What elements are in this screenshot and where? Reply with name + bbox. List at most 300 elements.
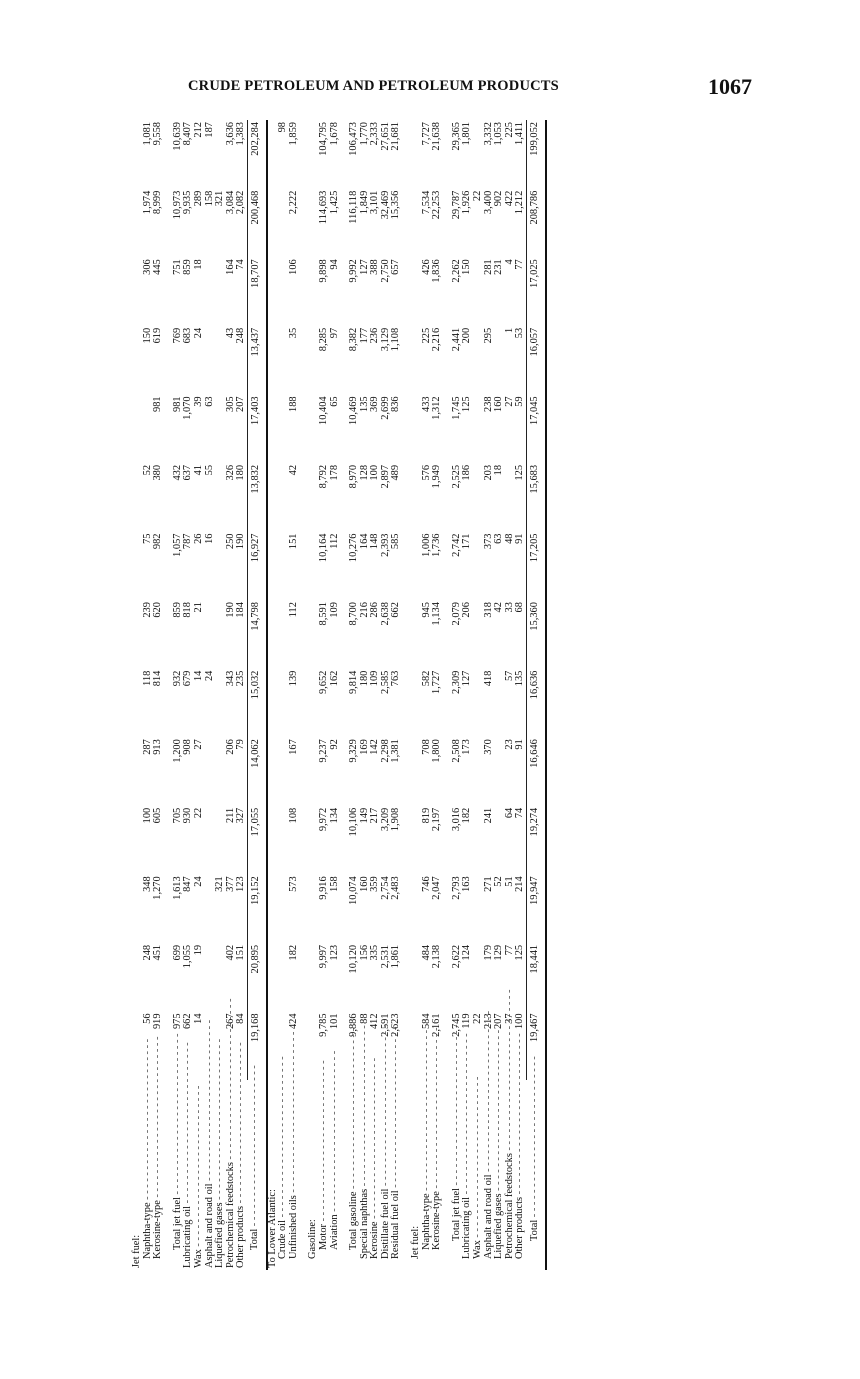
table-cell: 37: [503, 1013, 515, 1024]
table-cell: 248: [141, 944, 153, 961]
table-cell: 2,531: [379, 944, 391, 969]
table-cell: [402, 120, 411, 189]
table-cell: 377: [224, 876, 236, 892]
table-cell: 2,585: [379, 670, 391, 695]
table-cell: 2,622: [450, 944, 462, 969]
running-title: CRUDE PETROLEUM AND PETROLEUM PRODUCTS: [188, 78, 559, 94]
table-cell: 125: [461, 396, 473, 412]
table-cell: 178: [328, 464, 340, 481]
table-cell: [132, 120, 143, 189]
table-cell: 9,935: [182, 190, 194, 215]
table-cell: 65: [328, 396, 340, 407]
table-row: [236, 120, 247, 1270]
row-label: Kerosine - - -: [370, 1080, 381, 1270]
table-cell: 10,074: [348, 876, 360, 905]
row-label: Wax - - -: [473, 1080, 484, 1270]
row-label: Petrochemical feedstocks - - -: [505, 1080, 516, 1270]
table-cell: 484: [420, 944, 432, 961]
table-cell: 859: [182, 259, 194, 275]
row-label: Total jet fuel - - -: [173, 1080, 184, 1270]
table-cell: 15,360: [527, 600, 546, 669]
table-cell: 17,205: [527, 532, 546, 601]
table-cell: 135: [514, 670, 526, 687]
table-cell: 2,754: [379, 876, 391, 900]
table-cell: [132, 669, 143, 738]
table-cell: 9,886: [348, 1013, 360, 1037]
table-cell: 225: [420, 327, 432, 344]
table-cell: 39: [192, 396, 204, 407]
table-cell: 287: [141, 739, 153, 755]
table-cell: 21,681: [390, 122, 402, 151]
table-cell: [299, 257, 308, 326]
table-cell: 206: [224, 739, 236, 755]
table-cell: [299, 532, 308, 601]
table-cell: 241: [482, 807, 494, 824]
table-cell: 489: [390, 464, 402, 481]
row-label: Wax - - -: [194, 1080, 205, 1270]
table-cell: 8,285: [317, 327, 329, 352]
table-cell: [402, 1011, 411, 1080]
table-cell: 98: [277, 122, 289, 133]
table-cell: 370: [482, 739, 494, 755]
table-cell: 94: [328, 259, 340, 270]
table-cell: 167: [287, 739, 299, 755]
table-cell: 286: [369, 602, 381, 618]
table-cell: [205, 943, 216, 1012]
table-cell: 74: [235, 259, 247, 270]
table-cell: 814: [152, 670, 164, 687]
row-label: Lubricating oil - - -: [183, 1080, 194, 1270]
table-cell: 908: [182, 739, 194, 755]
table-cell: [267, 600, 279, 669]
table-cell: 8,999: [152, 190, 164, 215]
table-cell: 17,055: [247, 806, 266, 875]
table-cell: 2,047: [431, 876, 443, 900]
table-cell: 746: [420, 876, 432, 892]
table-cell: 142: [369, 739, 381, 755]
table-cell: 1,801: [461, 122, 473, 146]
table-cell: 10,164: [317, 533, 329, 563]
table-cell: 619: [152, 327, 164, 344]
table-cell: 271: [482, 876, 494, 892]
row-label: Total - - -: [247, 1080, 266, 1270]
table-row: [194, 120, 205, 1270]
table-cell: [299, 943, 308, 1012]
table-cell: 1,949: [431, 464, 443, 489]
table-cell: [267, 326, 279, 395]
table-cell: 150: [461, 259, 473, 275]
table-cell: 179: [482, 944, 494, 961]
table-cell: 180: [235, 464, 247, 481]
table-cell: 7,534: [420, 190, 432, 215]
table-cell: 3,209: [379, 807, 391, 832]
table-cell: 184: [235, 602, 247, 618]
table-cell: [299, 806, 308, 875]
table-cell: 2,623: [390, 1013, 402, 1037]
table-cell: 123: [235, 876, 247, 892]
table-cell: 1,200: [171, 739, 183, 763]
table-cell: 225: [503, 122, 515, 138]
table-cell: [402, 943, 411, 1012]
table-cell: 207: [493, 1013, 505, 1030]
table-cell: 43: [224, 327, 236, 339]
row-label: Gasoline:: [307, 1219, 319, 1259]
table-cell: 162: [328, 670, 340, 687]
row-label: Naphtha-type - - -: [422, 1080, 433, 1270]
table-cell: [132, 737, 143, 806]
table-cell: 9,992: [348, 259, 360, 283]
rotated-table-container: [132, 120, 672, 1270]
row-label: Total - - -: [527, 1080, 546, 1270]
table-cell: 380: [152, 464, 164, 481]
table-cell: 412: [369, 1013, 381, 1030]
table-cell: [132, 943, 143, 1012]
row-label: Unfinished oils - - -: [289, 1080, 300, 1270]
table-cell: 109: [369, 670, 381, 687]
table-cell: 321: [214, 876, 226, 892]
table-cell: 359: [369, 876, 381, 892]
table-cell: 100: [514, 1013, 526, 1030]
table-cell: 3,636: [224, 122, 236, 146]
table-cell: [205, 257, 216, 326]
table-cell: 41: [192, 464, 204, 476]
table-cell: 77: [514, 259, 526, 270]
row-label: Jet fuel:: [410, 1225, 422, 1259]
table-cell: 42: [493, 602, 505, 613]
table-cell: [402, 874, 411, 943]
table-cell: 3,400: [482, 190, 494, 215]
table-cell: 22: [472, 1013, 484, 1024]
table-cell: 326: [224, 464, 236, 481]
table-cell: 125: [514, 944, 526, 961]
row-label: Aviation - - -: [330, 1080, 341, 1270]
table-cell: [132, 463, 143, 532]
table-cell: [267, 737, 279, 806]
table-cell: 212: [192, 122, 204, 138]
table-cell: [402, 600, 411, 669]
table-cell: 18: [493, 464, 505, 476]
table-cell: 2,591: [379, 1013, 391, 1037]
table-cell: 52: [493, 876, 505, 887]
table-cell: 14,062: [247, 737, 266, 806]
table-cell: [299, 463, 308, 532]
table-cell: 158: [203, 190, 215, 207]
table-cell: 4: [503, 259, 515, 265]
table-cell: 16,927: [247, 532, 266, 601]
table-row: [153, 120, 164, 1270]
table-cell: 21,638: [431, 122, 443, 151]
table-cell: 236: [369, 327, 381, 344]
table-cell: 19,168: [247, 1011, 266, 1080]
table-cell: 169: [358, 739, 370, 755]
table-cell: 3,016: [450, 807, 462, 832]
table-cell: 214: [514, 876, 526, 892]
table-cell: 14,798: [247, 600, 266, 669]
table-cell: 1,411: [514, 122, 526, 145]
table-cell: 160: [358, 876, 370, 892]
table-cell: 207: [235, 396, 247, 412]
table-cell: 52: [141, 464, 153, 476]
table-cell: 418: [482, 670, 494, 687]
table-cell: 199,052: [527, 120, 546, 189]
table-cell: 112: [287, 602, 299, 618]
table-row: [432, 120, 443, 1270]
table-cell: 27: [503, 396, 515, 407]
table-cell: 29,787: [450, 190, 462, 220]
table-row: [515, 120, 526, 1270]
table-cell: 106,473: [348, 122, 360, 156]
spacer-row: [402, 120, 411, 1270]
table-cell: 9,814: [348, 670, 360, 695]
table-cell: 27,651: [379, 122, 391, 151]
table-cell: [299, 394, 308, 463]
table-cell: 1,053: [493, 122, 505, 146]
table-cell: 2,197: [431, 807, 443, 832]
table-cell: [299, 600, 308, 669]
table-cell: 208,786: [527, 189, 546, 258]
table-cell: 388: [369, 259, 381, 275]
table-cell: 605: [152, 807, 164, 824]
table-cell: 9,785: [317, 1013, 329, 1037]
table-cell: [267, 943, 279, 1012]
table-cell: 19: [192, 944, 204, 956]
table-cell: [267, 257, 279, 326]
table-cell: 3,129: [379, 327, 391, 352]
table-cell: 2,161: [431, 1013, 443, 1037]
table-cell: [267, 874, 279, 943]
table-cell: 149: [358, 807, 370, 824]
table-cell: 238: [482, 396, 494, 412]
total-row: [527, 120, 546, 1270]
table-cell: 127: [358, 259, 370, 275]
table-cell: 2,138: [431, 944, 443, 969]
table-cell: 8,382: [348, 327, 360, 352]
table-cell: 683: [182, 327, 194, 344]
table-cell: 128: [358, 464, 370, 481]
table-cell: 2,742: [450, 533, 462, 557]
table-row: [391, 120, 402, 1270]
table-cell: 10,276: [348, 533, 360, 563]
table-cell: 321: [214, 190, 226, 207]
table-cell: 19,947: [527, 874, 546, 943]
table-cell: 2,508: [450, 739, 462, 763]
table-cell: 127: [461, 670, 473, 687]
table-cell: 1,908: [390, 807, 402, 832]
table-cell: 1,057: [171, 533, 183, 557]
table-cell: 91: [514, 533, 526, 544]
table-row: [289, 120, 300, 1270]
table-cell: 114,693: [317, 190, 329, 225]
table-cell: 151: [235, 944, 247, 961]
table-cell: 289: [192, 190, 204, 207]
table-cell: 16,636: [527, 669, 546, 738]
table-cell: [267, 532, 279, 601]
table-cell: 10,120: [348, 944, 360, 974]
table-cell: 818: [182, 602, 194, 618]
table-cell: 913: [152, 739, 164, 755]
table-cell: 9,558: [152, 122, 164, 146]
table-cell: 573: [287, 876, 299, 892]
table-cell: 108: [287, 807, 299, 824]
table-cell: 75: [141, 533, 153, 544]
table-cell: 106: [287, 259, 299, 275]
table-cell: 22: [192, 807, 204, 819]
table-cell: 186: [461, 464, 473, 481]
table-cell: 1,974: [141, 190, 153, 215]
table-cell: 213: [482, 1013, 494, 1030]
table-cell: [402, 532, 411, 601]
table-cell: [402, 463, 411, 532]
table-cell: 3,332: [482, 122, 494, 146]
table-cell: 2,216: [431, 327, 443, 352]
table-cell: [267, 189, 279, 258]
row-label: Residual fuel oil - - -: [391, 1080, 402, 1270]
table-cell: 14: [192, 670, 204, 682]
table-cell: 2,897: [379, 464, 391, 489]
table-cell: 582: [420, 670, 432, 687]
table-cell: 1,859: [287, 122, 299, 146]
table-cell: 164: [224, 259, 236, 275]
total-row: [247, 120, 266, 1270]
table-cell: 19,467: [527, 1011, 546, 1080]
table-cell: 2,309: [450, 670, 462, 695]
table-cell: 64: [503, 807, 515, 819]
table-cell: 584: [420, 1013, 432, 1030]
table-cell: 119: [461, 1013, 473, 1029]
table-cell: 1,800: [431, 739, 443, 763]
table-cell: 2,441: [450, 327, 462, 352]
table-cell: [299, 120, 308, 189]
table-cell: 17,045: [527, 394, 546, 463]
table-cell: 160: [493, 396, 505, 412]
table-cell: 104,795: [317, 122, 329, 156]
table-cell: 24: [192, 327, 204, 339]
table-cell: [402, 669, 411, 738]
row-label: Liquefied gases - - -: [494, 1080, 505, 1270]
row-label: Total gasoline - - -: [349, 1080, 360, 1270]
table-cell: 2,638: [379, 602, 391, 626]
table-cell: 1,081: [141, 122, 153, 146]
table-cell: 9,972: [317, 807, 329, 832]
table-cell: 216: [358, 602, 370, 618]
table-cell: 18,441: [527, 943, 546, 1012]
table-cell: 53: [514, 327, 526, 339]
table-cell: 1,055: [182, 944, 194, 969]
table-cell: 29,365: [450, 122, 462, 151]
table-cell: 576: [420, 464, 432, 481]
table-cell: [299, 669, 308, 738]
table-cell: 59: [514, 396, 526, 407]
table-cell: 2,699: [379, 396, 391, 420]
table-cell: 1,926: [461, 190, 473, 215]
table-cell: 51: [503, 876, 515, 887]
table-cell: 267: [224, 1013, 236, 1030]
table-cell: 235: [235, 670, 247, 687]
table-cell: 343: [224, 670, 236, 687]
row-label: Motor - - -: [319, 1080, 330, 1270]
row-label: Other products - - -: [236, 1080, 247, 1270]
table-cell: 2,745: [450, 1013, 462, 1037]
table-cell: 2,222: [287, 190, 299, 215]
table-cell: [299, 189, 308, 258]
table-cell: 124: [461, 944, 473, 961]
table-cell: 662: [182, 1013, 194, 1030]
shipments-table: [132, 120, 547, 1270]
table-cell: 68: [514, 602, 526, 613]
table-cell: 1,425: [328, 190, 340, 215]
table-cell: 763: [390, 670, 402, 687]
table-cell: 250: [224, 533, 236, 550]
table-cell: 190: [235, 533, 247, 550]
table-cell: 8,700: [348, 602, 360, 626]
table-cell: 2,262: [450, 259, 462, 283]
table-cell: 1,727: [431, 670, 443, 695]
row-label: Jet fuel:: [131, 1234, 142, 1268]
row-label: Kerosine-type - - -: [432, 1080, 443, 1270]
table-cell: 19,274: [527, 806, 546, 875]
section-heading-row: [132, 120, 143, 1270]
table-cell: 158: [328, 876, 340, 892]
table-cell: 171: [461, 533, 473, 550]
row-label: Naphtha-type - - -: [143, 1080, 154, 1270]
table-cell: 63: [493, 533, 505, 544]
table-cell: 135: [358, 396, 370, 412]
table-cell: 424: [287, 1013, 299, 1030]
table-cell: 48: [503, 533, 515, 544]
table-cell: 637: [182, 464, 194, 481]
table-cell: 182: [287, 944, 299, 961]
table-cell: 679: [182, 670, 194, 687]
table-cell: 55: [203, 464, 215, 476]
table-cell: 662: [390, 602, 402, 618]
table-cell: 8,970: [348, 464, 360, 489]
table-cell: 1: [503, 327, 515, 334]
table-cell: 16,057: [527, 326, 546, 395]
table-cell: 2,298: [379, 739, 391, 763]
table-cell: 17,025: [527, 257, 546, 326]
table-cell: 24: [203, 670, 215, 682]
table-cell: [205, 737, 216, 806]
table-cell: 9,329: [348, 739, 360, 763]
table-cell: 125: [514, 464, 526, 481]
table-cell: 975: [171, 1013, 183, 1030]
table-cell: 63: [203, 396, 215, 407]
table-cell: 1,836: [431, 259, 443, 283]
table-cell: 945: [420, 602, 432, 618]
table-cell: 3,084: [224, 190, 236, 215]
row-label: Asphalt and road oil - - -: [484, 1080, 495, 1270]
spacer-row: [299, 120, 308, 1270]
table-cell: 9,237: [317, 739, 329, 763]
table-cell: 1,212: [514, 190, 526, 215]
table-cell: 348: [141, 876, 153, 892]
row-label: To Lower Atlantic:: [266, 1189, 278, 1268]
table-cell: 148: [369, 533, 381, 550]
table-cell: 100: [369, 464, 381, 481]
table-cell: 173: [461, 739, 473, 755]
table-cell: 239: [141, 602, 153, 618]
table-cell: 1,745: [450, 396, 462, 420]
table-cell: 451: [152, 944, 164, 961]
table-cell: 231: [493, 259, 505, 275]
table-cell: [132, 257, 143, 326]
table-cell: 200,468: [247, 189, 266, 258]
table-cell: 56: [141, 1013, 153, 1024]
table-cell: 22: [472, 190, 484, 202]
table-cell: 23: [503, 739, 515, 750]
table-cell: 335: [369, 944, 381, 961]
table-cell: 206: [461, 602, 473, 618]
